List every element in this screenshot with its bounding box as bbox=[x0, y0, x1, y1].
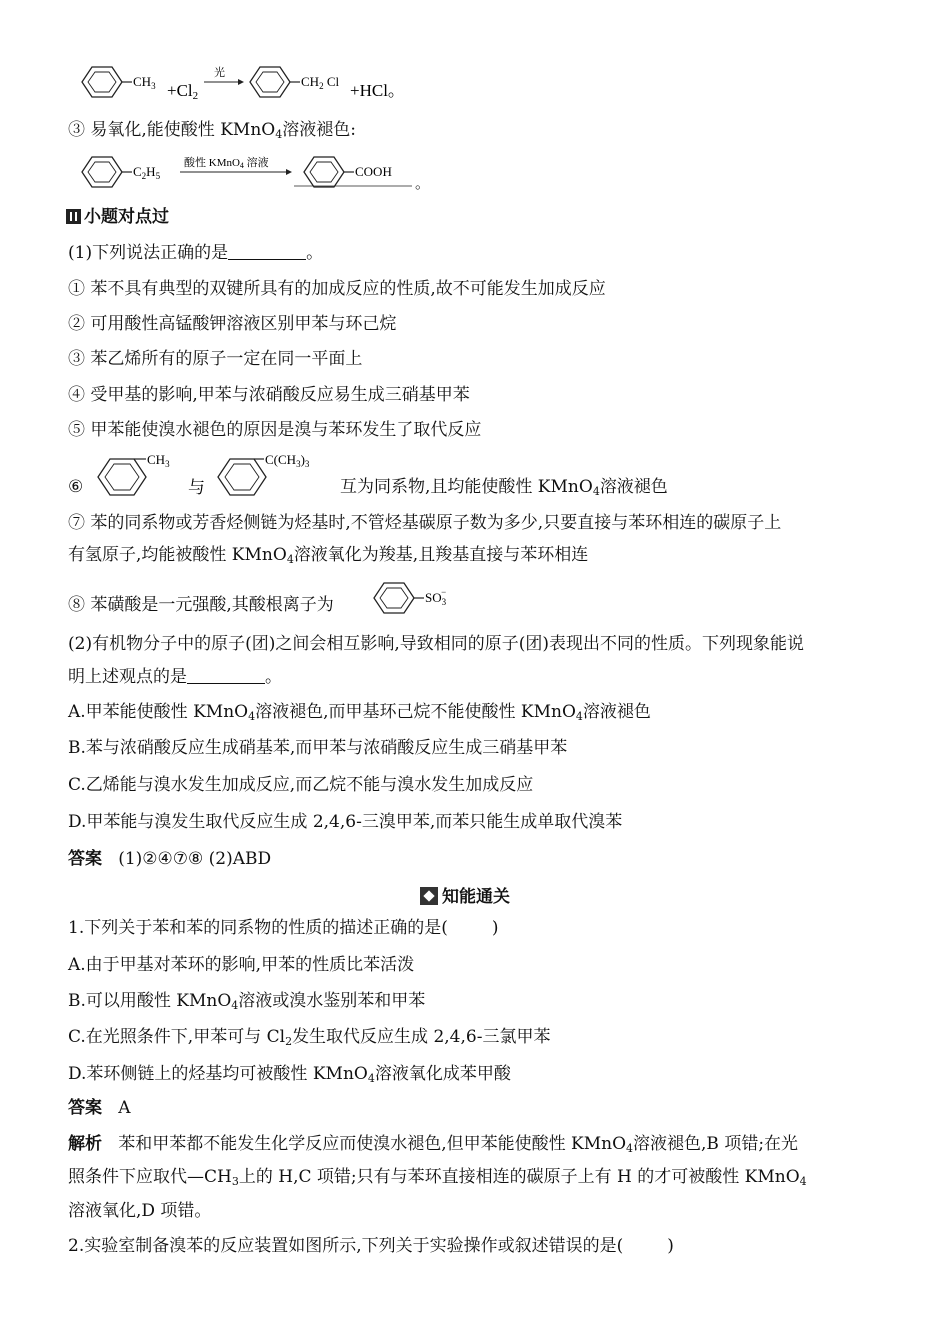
statement-7-line-1: ⑦ 苯的同系物或芳香烃侧链为烃基时,不管烃基碳原子数为多少,只要直接与苯环相连的碳原子上 bbox=[68, 513, 782, 533]
toluene-chlorination-equation bbox=[72, 62, 442, 102]
chloromethyl-label: $CH_2$ Cl bbox=[301, 74, 340, 91]
tert-butyl-label: $C(CH_3)_3$ bbox=[265, 452, 310, 469]
q2-option-c: C.乙烯能与溴水发生加成反应,而乙烷不能与溴水发生加成反应 bbox=[68, 775, 534, 795]
p1-option-d: D.苯环侧链上的烃基均可被酸性 KMnO$_4$溶液氧化成苯甲酸 bbox=[68, 1064, 511, 1085]
question-2-line-1: (2)有机物分子中的原子(团)之间会相互影响,导致相同的原子(团)表现出不同的性质。下列现象能说 bbox=[68, 634, 805, 654]
statement-4: ④ 受甲基的影响,甲苯与浓硝酸反应易生成三硝基甲苯 bbox=[68, 385, 470, 405]
p1-option-c: C.在光照条件下,甲苯可与 $Cl_2$发生取代反应生成 2,4,6-三氯甲苯 bbox=[68, 1027, 551, 1048]
problem-2-stem: 2.实验室制备溴苯的反应装置如图所示,下列关于实验操作或叙述错误的是( ) bbox=[68, 1236, 674, 1256]
benzene-ring-icon bbox=[374, 583, 414, 613]
question-1-stem: (1)下列说法正确的是 。 bbox=[68, 243, 324, 263]
light-condition: 光 bbox=[214, 67, 225, 79]
answer-1: 答案 (1)②④⑦⑧ (2)ABD bbox=[68, 849, 272, 869]
answer-blank bbox=[187, 667, 265, 684]
benzene-ring-icon bbox=[82, 157, 122, 187]
ethyl-label: $C_2H_5$ bbox=[133, 164, 161, 181]
period: 。 bbox=[415, 176, 431, 192]
statement-6-structures bbox=[92, 452, 342, 502]
methyl-label: $CH_3$ bbox=[147, 452, 170, 469]
statement-7-line-2: 有氢原子,均能被酸性 KMnO$_4$溶液氧化为羧基,且羧基直接与苯环相连 bbox=[68, 545, 589, 566]
benzene-ring-icon bbox=[98, 459, 146, 495]
statement-2: ② 可用酸性高锰酸钾溶液区别甲苯与环己烷 bbox=[68, 314, 397, 334]
benzenesulfonate-structure bbox=[370, 578, 470, 618]
sulfonate-label: $SO_3-$ bbox=[425, 587, 447, 607]
plus-hcl: +HCl。 bbox=[350, 81, 405, 100]
statement-8: ⑧ 苯磺酸是一元强酸,其酸根离子为 bbox=[68, 595, 334, 615]
q2-option-b: B.苯与浓硝酸反应生成硝基苯,而甲苯与浓硝酸反应生成三硝基甲苯 bbox=[68, 738, 568, 758]
answer-blank bbox=[228, 243, 306, 260]
section-mark-icon bbox=[66, 209, 81, 224]
benzene-ring-icon bbox=[304, 157, 344, 187]
section-title-knowledge: 知能通关 bbox=[420, 882, 510, 907]
ethylbenzene-oxidation-equation bbox=[72, 152, 442, 192]
diamond-icon bbox=[420, 887, 438, 905]
q2-option-d: D.甲苯能与溴发生取代反应生成 2,4,6-三溴甲苯,而苯只能生成单取代溴苯 bbox=[68, 812, 623, 832]
and-word: 与 bbox=[188, 478, 205, 497]
statement-6-text: 互为同系物,且均能使酸性 KMnO$_4$溶液褪色 bbox=[340, 477, 668, 498]
statement-5: ⑤ 甲苯能使溴水褪色的原因是溴与苯环发生了取代反应 bbox=[68, 420, 482, 440]
statement-1: ① 苯不具有典型的双键所具有的加成反应的性质,故不可能发生加成反应 bbox=[68, 279, 606, 299]
carboxyl-label: COOH bbox=[355, 164, 392, 179]
property-3-line: ③ 易氧化,能使酸性 KMnO$_4$溶液褪色: bbox=[68, 120, 356, 141]
question-2-line-2: 明上述观点的是 。 bbox=[68, 667, 282, 687]
plus-cl2: +Cl2 bbox=[167, 81, 199, 102]
p1-option-b: B.可以用酸性 KMnO$_4$溶液或溴水鉴别苯和甲苯 bbox=[68, 991, 426, 1012]
benzene-ring-icon bbox=[250, 67, 290, 97]
p1-explanation-line-2: 照条件下应取代$—CH_3$上的 H,C 项错;只有与苯环直接相连的碳原子上有 H 的才可被酸性 KMnO$_4$ bbox=[68, 1167, 807, 1188]
statement-6-number: ⑥ bbox=[68, 477, 84, 497]
methyl-label: $CH_3$ bbox=[133, 74, 156, 91]
problem-1-stem: 1.下列关于苯和苯的同系物的性质的描述正确的是( ) bbox=[68, 918, 499, 938]
p1-answer: 答案 A bbox=[68, 1098, 131, 1118]
p1-explanation-line-1: 解析 苯和甲苯都不能发生化学反应而使溴水褪色,但甲苯能使酸性 KMnO$_4$溶液褪色,B 项错;在光 bbox=[68, 1134, 799, 1155]
q2-option-a: A.甲苯能使酸性 KMnO$_4$溶液褪色,而甲基环己烷不能使酸性 KMnO$_4$溶液褪色 bbox=[68, 702, 651, 723]
section-header-practice: 小题对点过 bbox=[66, 206, 169, 228]
p1-explanation-line-3: 溶液氧化,D 项错。 bbox=[68, 1201, 212, 1221]
p1-option-a: A.由于甲基对苯环的影响,甲苯的性质比苯活泼 bbox=[68, 955, 415, 975]
statement-3: ③ 苯乙烯所有的原子一定在同一平面上 bbox=[68, 349, 363, 369]
benzene-ring-icon bbox=[218, 459, 266, 495]
oxidant-condition: 酸性 KMnO4 溶液 bbox=[184, 157, 269, 170]
benzene-ring-icon bbox=[82, 67, 122, 97]
